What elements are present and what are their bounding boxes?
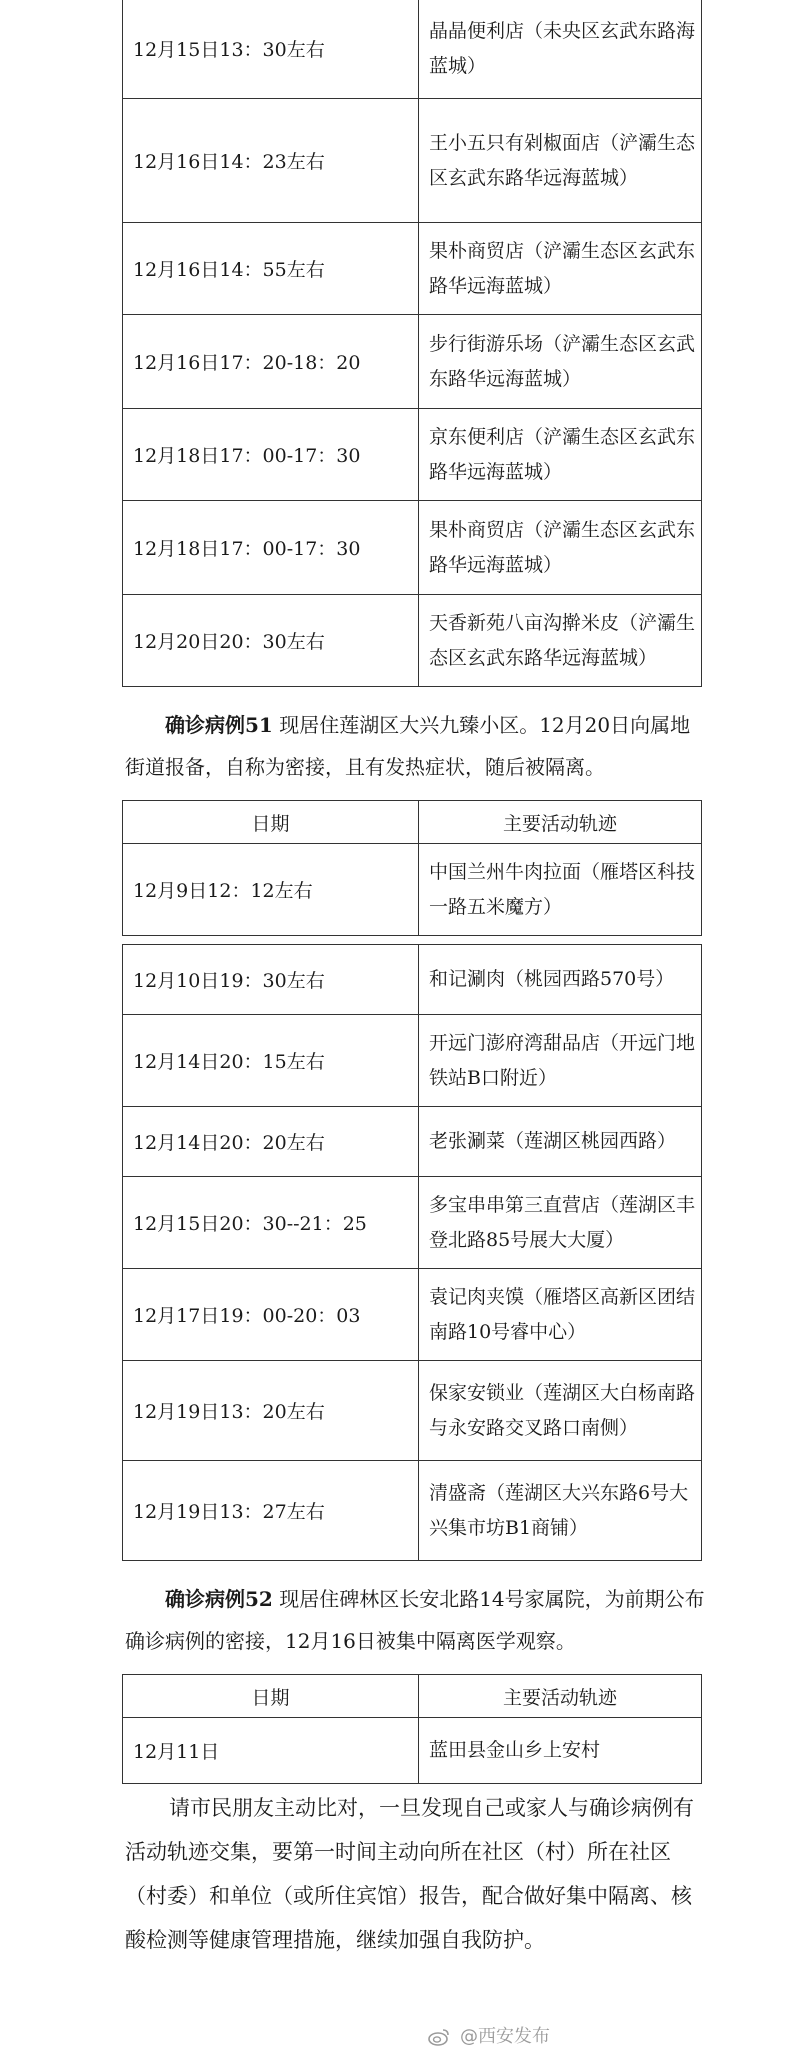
place-cell: 天香新苑八亩沟擀米皮（浐灞生态区玄武东路华远海蓝城） [419,595,702,687]
place-cell: 蓝田县金山乡上安村 [419,1718,702,1784]
trajectory-table-case51-head [122,800,702,936]
place-cell: 老张涮菜（莲湖区桃园西路） [419,1107,702,1177]
place-cell: 多宝串串第三直营店（莲湖区丰登北路85号展大大厦） [419,1177,702,1269]
table-row [123,99,702,223]
trajectory-table-top [122,0,702,687]
place-cell: 果朴商贸店（浐灞生态区玄武东路华远海蓝城） [419,223,702,315]
place-cell: 和记涮肉（桃园西路570号） [419,945,702,1015]
table-row [123,501,702,595]
place-cell: 袁记肉夹馍（雁塔区高新区团结南路10号睿中心） [419,1269,702,1361]
case-text: 现居住碑林区长安北路14号家属院，为前期公布确诊病例的密接，12月16日被集中隔离医学观察。 [125,1587,705,1653]
case-52-paragraph [125,1578,705,1662]
date-cell: 12月16日14：55左右 [123,223,419,315]
table-row [123,409,702,501]
table-row [123,1015,702,1107]
watermark-text: @西安发布 [460,2026,550,2047]
column-header-date: 日期 [123,1675,419,1718]
date-cell: 12月11日 [123,1718,419,1784]
weibo-icon [428,2028,450,2046]
place-cell: 晶晶便利店（未央区玄武东路海蓝城） [419,0,702,99]
table-row [123,315,702,409]
date-cell: 12月15日20：30--21：25 [123,1177,419,1269]
case-label: 确诊病例51 [165,713,273,737]
date-cell: 12月19日13：27左右 [123,1461,419,1561]
date-cell: 12月16日17：20-18：20 [123,315,419,409]
date-cell: 12月10日19：30左右 [123,945,419,1015]
date-cell: 12月19日13：20左右 [123,1361,419,1461]
date-cell: 12月16日14：23左右 [123,99,419,223]
table-row [123,945,702,1015]
place-cell: 保家安锁业（莲湖区大白杨南路与永安路交叉路口南侧） [419,1361,702,1461]
place-cell: 中国兰州牛肉拉面（雁塔区科技一路五米魔方） [419,844,702,936]
table-header-row [123,801,702,844]
table-row [123,1107,702,1177]
table-row [123,1461,702,1561]
closing-paragraph: 请市民朋友主动比对，一旦发现自己或家人与确诊病例有活动轨迹交集，要第一时间主动向所在社区（村）所在社区（村委）和单位（或所住宾馆）报告，配合做好集中隔离、核酸检测等健康管理措施，继续加强自我防护。 [125,1796,694,1952]
case-text: 现居住莲湖区大兴九臻小区。12月20日向属地街道报备，自称为密接，且有发热症状，随后被隔离。 [125,713,691,779]
table-row [123,1718,702,1784]
table-header-row [123,1675,702,1718]
table-row [123,1177,702,1269]
column-header-trajectory: 主要活动轨迹 [419,801,702,844]
table-row [123,844,702,936]
date-cell: 12月14日20：20左右 [123,1107,419,1177]
date-cell: 12月20日20：30左右 [123,595,419,687]
place-cell: 王小五只有剁椒面店（浐灞生态区玄武东路华远海蓝城） [419,99,702,223]
table-row [123,1361,702,1461]
date-cell: 12月14日20：15左右 [123,1015,419,1107]
table-row [123,595,702,687]
place-cell: 京东便利店（浐灞生态区玄武东路华远海蓝城） [419,409,702,501]
date-cell: 12月17日19：00-20：03 [123,1269,419,1361]
table-row [123,223,702,315]
case-51-paragraph [125,704,705,788]
place-cell: 果朴商贸店（浐灞生态区玄武东路华远海蓝城） [419,501,702,595]
date-cell: 12月15日13：30左右 [123,0,419,99]
date-cell: 12月18日17：00-17：30 [123,409,419,501]
date-cell: 12月9日12：12左右 [123,844,419,936]
case-label: 确诊病例52 [165,1587,273,1611]
weibo-watermark [428,2022,550,2048]
place-cell: 步行街游乐场（浐灞生态区玄武东路华远海蓝城） [419,315,702,409]
place-cell: 开远门澎府湾甜品店（开远门地铁站B口附近） [419,1015,702,1107]
trajectory-table-case51-body [122,944,702,1561]
table-row [123,0,702,99]
date-cell: 12月18日17：00-17：30 [123,501,419,595]
trajectory-table-case52 [122,1674,702,1784]
column-header-date: 日期 [123,801,419,844]
column-header-trajectory: 主要活动轨迹 [419,1675,702,1718]
table-row [123,1269,702,1361]
place-cell: 清盛斋（莲湖区大兴东路6号大兴集市坊B1商铺） [419,1461,702,1561]
